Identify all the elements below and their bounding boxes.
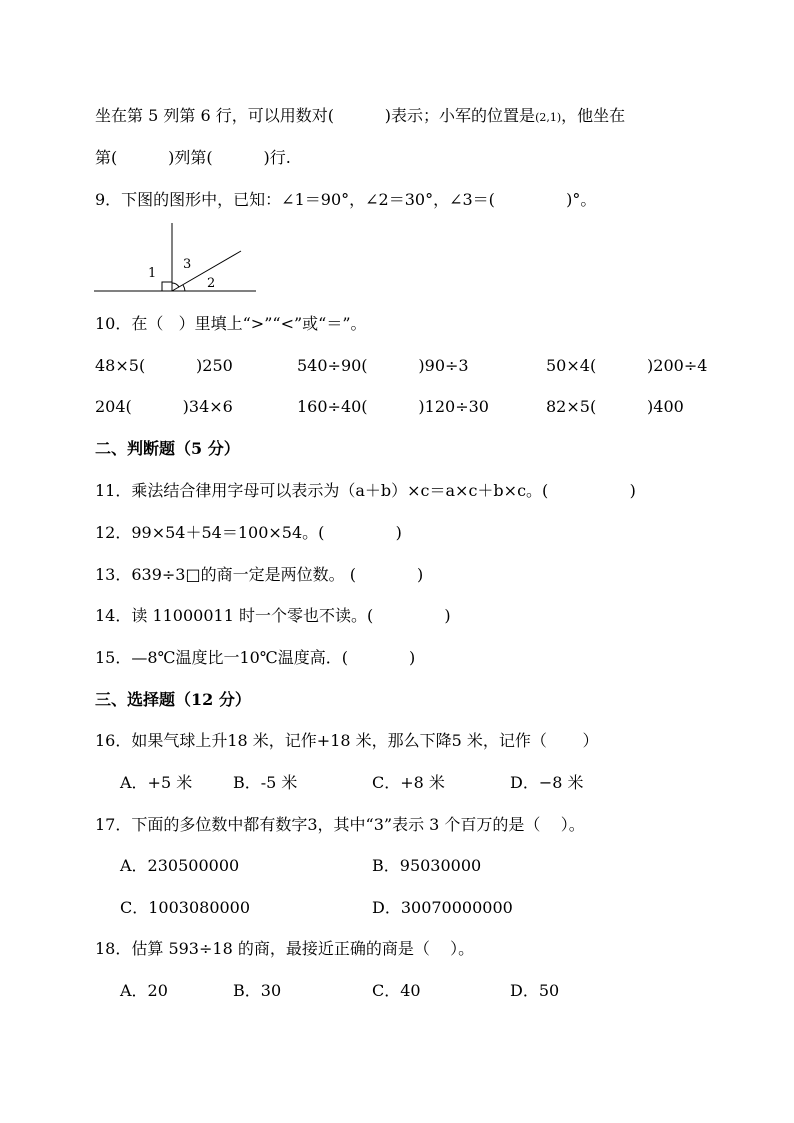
q18-option-d: D．50 — [510, 981, 560, 1000]
q16-option-a: A．+5 米 — [120, 773, 193, 792]
q9-text: 9．下图的图形中，已知：∠1＝90°，∠2＝30°，∠3＝( )°。 — [95, 190, 597, 209]
q15-text: 15．—8℃温度比一10℃温度高．( ) — [95, 648, 416, 667]
angle-arc-2 — [183, 285, 185, 291]
q17-option-b: B．95030000 — [372, 856, 482, 875]
q17-option-d: D．30070000000 — [372, 898, 513, 917]
angle-arc-3 — [172, 283, 179, 287]
q17-text: 17．下面的多位数中都有数字3，其中“3”表示 3 个百万的是（ ）。 — [95, 815, 585, 834]
angle-label-3: 3 — [183, 257, 192, 272]
q10-r2-c2: 160÷40( )120÷30 — [297, 397, 489, 416]
q10-r1-c3: 50×4( )200÷4 — [546, 356, 708, 375]
q16-text: 16．如果气球上升18 米，记作+18 米，那么下降5 米，记作（ ） — [95, 731, 599, 750]
q16-option-d: D．−8 米 — [510, 773, 584, 792]
q8-line-2: 第( )列第( )行. — [95, 148, 291, 167]
q12-text: 12．99×54＋54＝100×54。( ) — [95, 523, 402, 542]
angle-figure — [90, 220, 260, 300]
q14-text: 14．读 11000011 时一个零也不读。( ) — [95, 606, 451, 625]
q17-option-a: A．230500000 — [120, 856, 240, 875]
q13-text: 13．639÷3□的商一定是两位数。 ( ) — [95, 565, 424, 584]
q8-pair: (2,1) — [535, 111, 562, 124]
q18-option-a: A．20 — [120, 981, 168, 1000]
q18-option-c: C．40 — [372, 981, 421, 1000]
q18-text: 18．估算 593÷18 的商，最接近正确的商是（ ）。 — [95, 939, 475, 958]
q11-text: 11．乘法结合律用字母可以表示为（a＋b）×c＝a×c＋b×c。( ) — [95, 481, 636, 500]
section-3-title: 三、选择题（12 分） — [95, 690, 251, 709]
q10-r2-c1: 204( )34×6 — [95, 397, 233, 416]
q10-r1-c1: 48×5( )250 — [95, 356, 233, 375]
q8-line-1-text-b: ，他坐在 — [561, 106, 626, 125]
q10-r1-c2: 540÷90( )90÷3 — [297, 356, 469, 375]
q16-option-b: B．-5 米 — [233, 773, 298, 792]
q8-line-1 — [95, 106, 625, 128]
q16-option-c: C．+8 米 — [372, 773, 445, 792]
angle-label-1: 1 — [148, 266, 157, 281]
right-angle-mark — [162, 282, 172, 291]
q10-text: 10．在（ ）里填上“>”“<”或“＝”。 — [95, 314, 367, 333]
q18-option-b: B．30 — [233, 981, 282, 1000]
q10-r2-c3: 82×5( )400 — [546, 397, 684, 416]
section-2-title: 二、判断题（5 分） — [95, 439, 240, 458]
q17-option-c: C．1003080000 — [120, 898, 251, 917]
angle-label-2: 2 — [207, 276, 216, 291]
q8-line-1-text-a: 坐在第 5 列第 6 行，可以用数对( )表示；小军的位置是 — [95, 106, 536, 125]
